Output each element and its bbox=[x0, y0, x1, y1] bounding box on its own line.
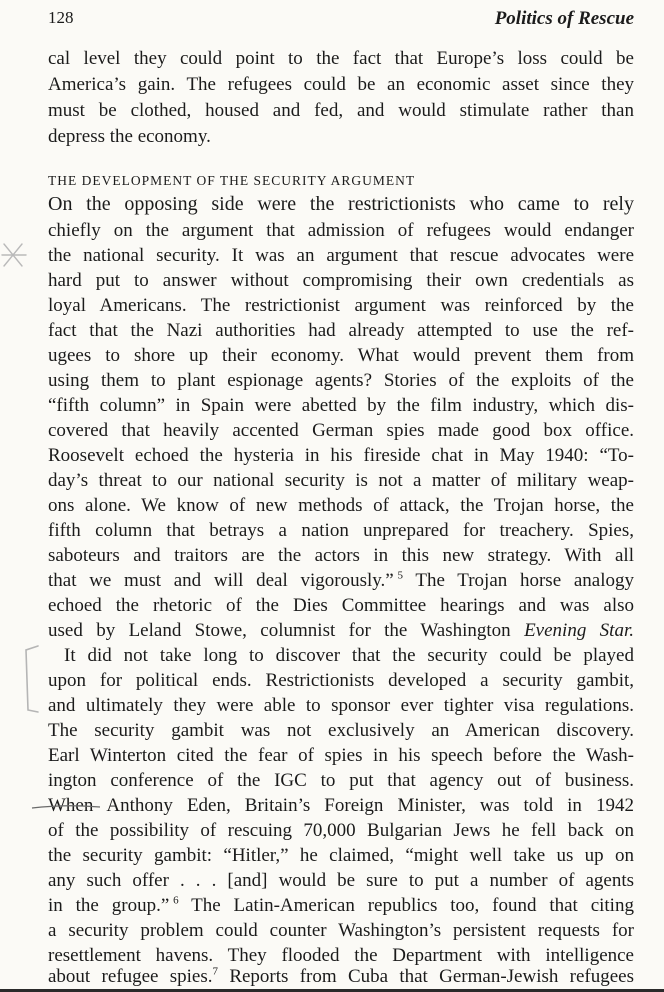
text-line: Earl Winterton cited the fear of spies in his speech before the Wash- bbox=[48, 745, 634, 766]
text-line: covered that heavily accented German spies made good box office. bbox=[48, 420, 634, 441]
text-span: that we must and will deal vigorously.” bbox=[48, 570, 394, 591]
text-line: “fifth column” in Spain were abetted by the film industry, which dis- bbox=[48, 395, 634, 416]
text-span: in the group.” bbox=[48, 895, 170, 916]
text-line: a security problem could counter Washington’s persistent requests for bbox=[48, 920, 634, 941]
footnote-marker: 6 bbox=[173, 894, 179, 907]
text-line: using them to plant espionage agents? Stories of the exploits of the bbox=[48, 370, 634, 391]
newspaper-title: Evening Star. bbox=[524, 620, 635, 641]
text-span: The Latin-American republics too, found that citing bbox=[191, 895, 634, 916]
text-span: Reports from Cuba that German-Jewish refugees bbox=[229, 966, 635, 987]
page-header bbox=[48, 8, 634, 32]
text-line: fact that the Nazi authorities had already attempted to use the ref- bbox=[48, 320, 634, 341]
text-line bbox=[48, 568, 634, 593]
text-line: chiefly on the argument that admission of refugees would endanger bbox=[48, 220, 634, 241]
text-line bbox=[48, 964, 634, 989]
text-line: the security gambit: “Hitler,” he claimed, “might well take us up on bbox=[48, 845, 634, 866]
text-line: hard put to answer without compromising their own credentials as bbox=[48, 270, 634, 291]
running-title: Politics of Rescue bbox=[494, 8, 634, 29]
text-line: saboteurs and traitors are the actors in this new strategy. With all bbox=[48, 545, 634, 566]
text-line: ugees to shore up their economy. What would prevent them from bbox=[48, 345, 634, 366]
text-line: upon for political ends. Restrictionists developed a security gambit, bbox=[48, 670, 634, 691]
text-line bbox=[48, 618, 634, 643]
text-span: The Trojan horse analogy bbox=[415, 570, 634, 591]
text-line: fifth column that betrays a nation unprepared for treachery. Spies, bbox=[48, 520, 634, 541]
footnote-marker: 5 bbox=[397, 569, 404, 582]
text-line: cal level they could point to the fact that Europe’s loss could be bbox=[48, 48, 634, 69]
text-line: Roosevelt echoed the hysteria in his fireside chat in May 1940: “To- bbox=[48, 445, 634, 466]
text-line: ington conference of the IGC to put that agency out of business. bbox=[48, 770, 634, 791]
text-line: the national security. It was an argument that rescue advocates were bbox=[48, 245, 634, 266]
text-line: ons alone. We know of new methods of attack, the Trojan horse, the bbox=[48, 495, 634, 516]
footnote-marker: 7 bbox=[212, 965, 219, 978]
text-line: must be clothed, housed and fed, and would stimulate rather than bbox=[48, 100, 634, 121]
text-line: America’s gain. The refugees could be an economic asset since they bbox=[48, 74, 634, 95]
text-line: echoed the rhetoric of the Dies Committee hearings and was also bbox=[48, 595, 634, 616]
text-line: and ultimately they were able to sponsor ever tighter visa regulations. bbox=[48, 695, 634, 716]
text-span: about refugee spies. bbox=[48, 966, 213, 987]
text-line: day’s threat to our national security is not a matter of military weap- bbox=[48, 470, 634, 491]
pencil-star-annotation-icon bbox=[0, 236, 30, 276]
pencil-bracket-annotation-icon bbox=[18, 640, 50, 730]
text-line: of the possibility of rescuing 70,000 Bulgarian Jews he fell back on bbox=[48, 820, 634, 841]
text-line: loyal Americans. The restrictionist argument was reinforced by the bbox=[48, 295, 634, 316]
text-line: resettlement havens. They flooded the Department with intelligence bbox=[48, 945, 634, 966]
page-number: 128 bbox=[48, 8, 74, 27]
text-line: When Anthony Eden, Britain’s Foreign Minister, was told in 1942 bbox=[48, 795, 634, 816]
text-line: On the opposing side were the restrictionists who came to rely bbox=[48, 193, 634, 215]
text-line bbox=[48, 893, 634, 918]
text-span: used by Leland Stowe, columnist for the Washington bbox=[48, 620, 511, 641]
text-line: depress the economy. bbox=[48, 126, 211, 147]
text-line: It did not take long to discover that the security could be played bbox=[64, 645, 634, 666]
section-heading: THE DEVELOPMENT OF THE SECURITY ARGUMENT bbox=[48, 173, 416, 188]
text-line: The security gambit was not exclusively an American discovery. bbox=[48, 720, 634, 741]
text-line: any such offer . . . [and] would be sure to put a number of agents bbox=[48, 870, 634, 891]
